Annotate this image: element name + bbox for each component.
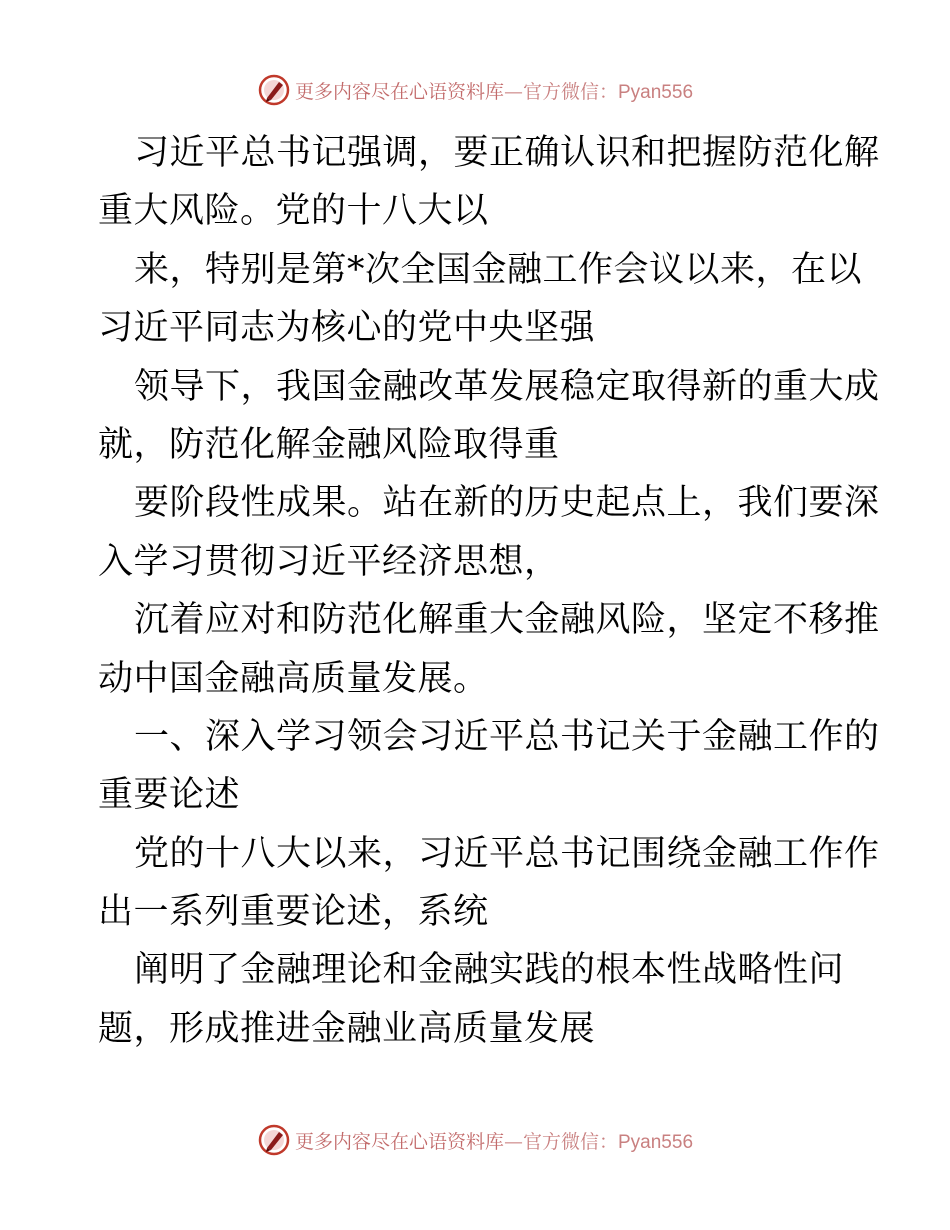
document-body	[98, 124, 880, 1058]
watermark-contact-id: Pyan556	[618, 81, 694, 103]
watermark-separator: —	[503, 80, 523, 103]
text-line: 入学习贯彻习近平经济思想，	[98, 541, 560, 582]
watermark-contact-label: 官方微信：	[522, 1130, 618, 1153]
text-line: 习近平总书记强调，要正确认识和把握防范化解	[134, 133, 880, 173]
watermark-separator: —	[503, 1130, 523, 1153]
text-line: 习近平同志为核心的党中央坚强	[98, 308, 596, 349]
watermark-main-text: 更多内容尽在心语资料库	[294, 80, 504, 103]
pen-circle-icon	[257, 1123, 291, 1157]
text-line: 领导下，我国金融改革发展稳定取得新的重大成	[134, 366, 880, 407]
watermark-main-text: 更多内容尽在心语资料库	[294, 1130, 504, 1153]
header-watermark	[0, 70, 950, 110]
section-heading-line: 一、深入学习领会习近平总书记关于金融工作的	[134, 716, 880, 757]
text-line: 重大风险。党的十八大以	[98, 191, 489, 232]
text-line: 党的十八大以来，习近平总书记围绕金融工作作	[134, 833, 880, 874]
text-line: 来，特别是第*次全国金融工作会议以来，在以	[134, 249, 863, 290]
footer-watermark	[0, 1120, 950, 1160]
text-line: 出一系列重要论述，系统	[98, 892, 489, 933]
watermark-contact-id: Pyan556	[618, 1131, 694, 1153]
text-line: 沉着应对和防范化解重大金融风险，坚定不移推	[134, 600, 880, 641]
watermark-contact-label: 官方微信：	[522, 80, 618, 103]
text-line: 题，形成推进金融业高质量发展	[98, 1008, 596, 1049]
section-heading-line: 重要论述	[98, 775, 241, 816]
text-line: 阐明了金融理论和金融实践的根本性战略性问	[134, 950, 845, 991]
text-line: 动中国金融高质量发展。	[98, 658, 489, 699]
text-line: 要阶段性成果。站在新的历史起点上，我们要深	[134, 483, 880, 524]
pen-circle-icon	[257, 73, 291, 107]
text-line: 就，防范化解金融风险取得重	[98, 424, 560, 465]
